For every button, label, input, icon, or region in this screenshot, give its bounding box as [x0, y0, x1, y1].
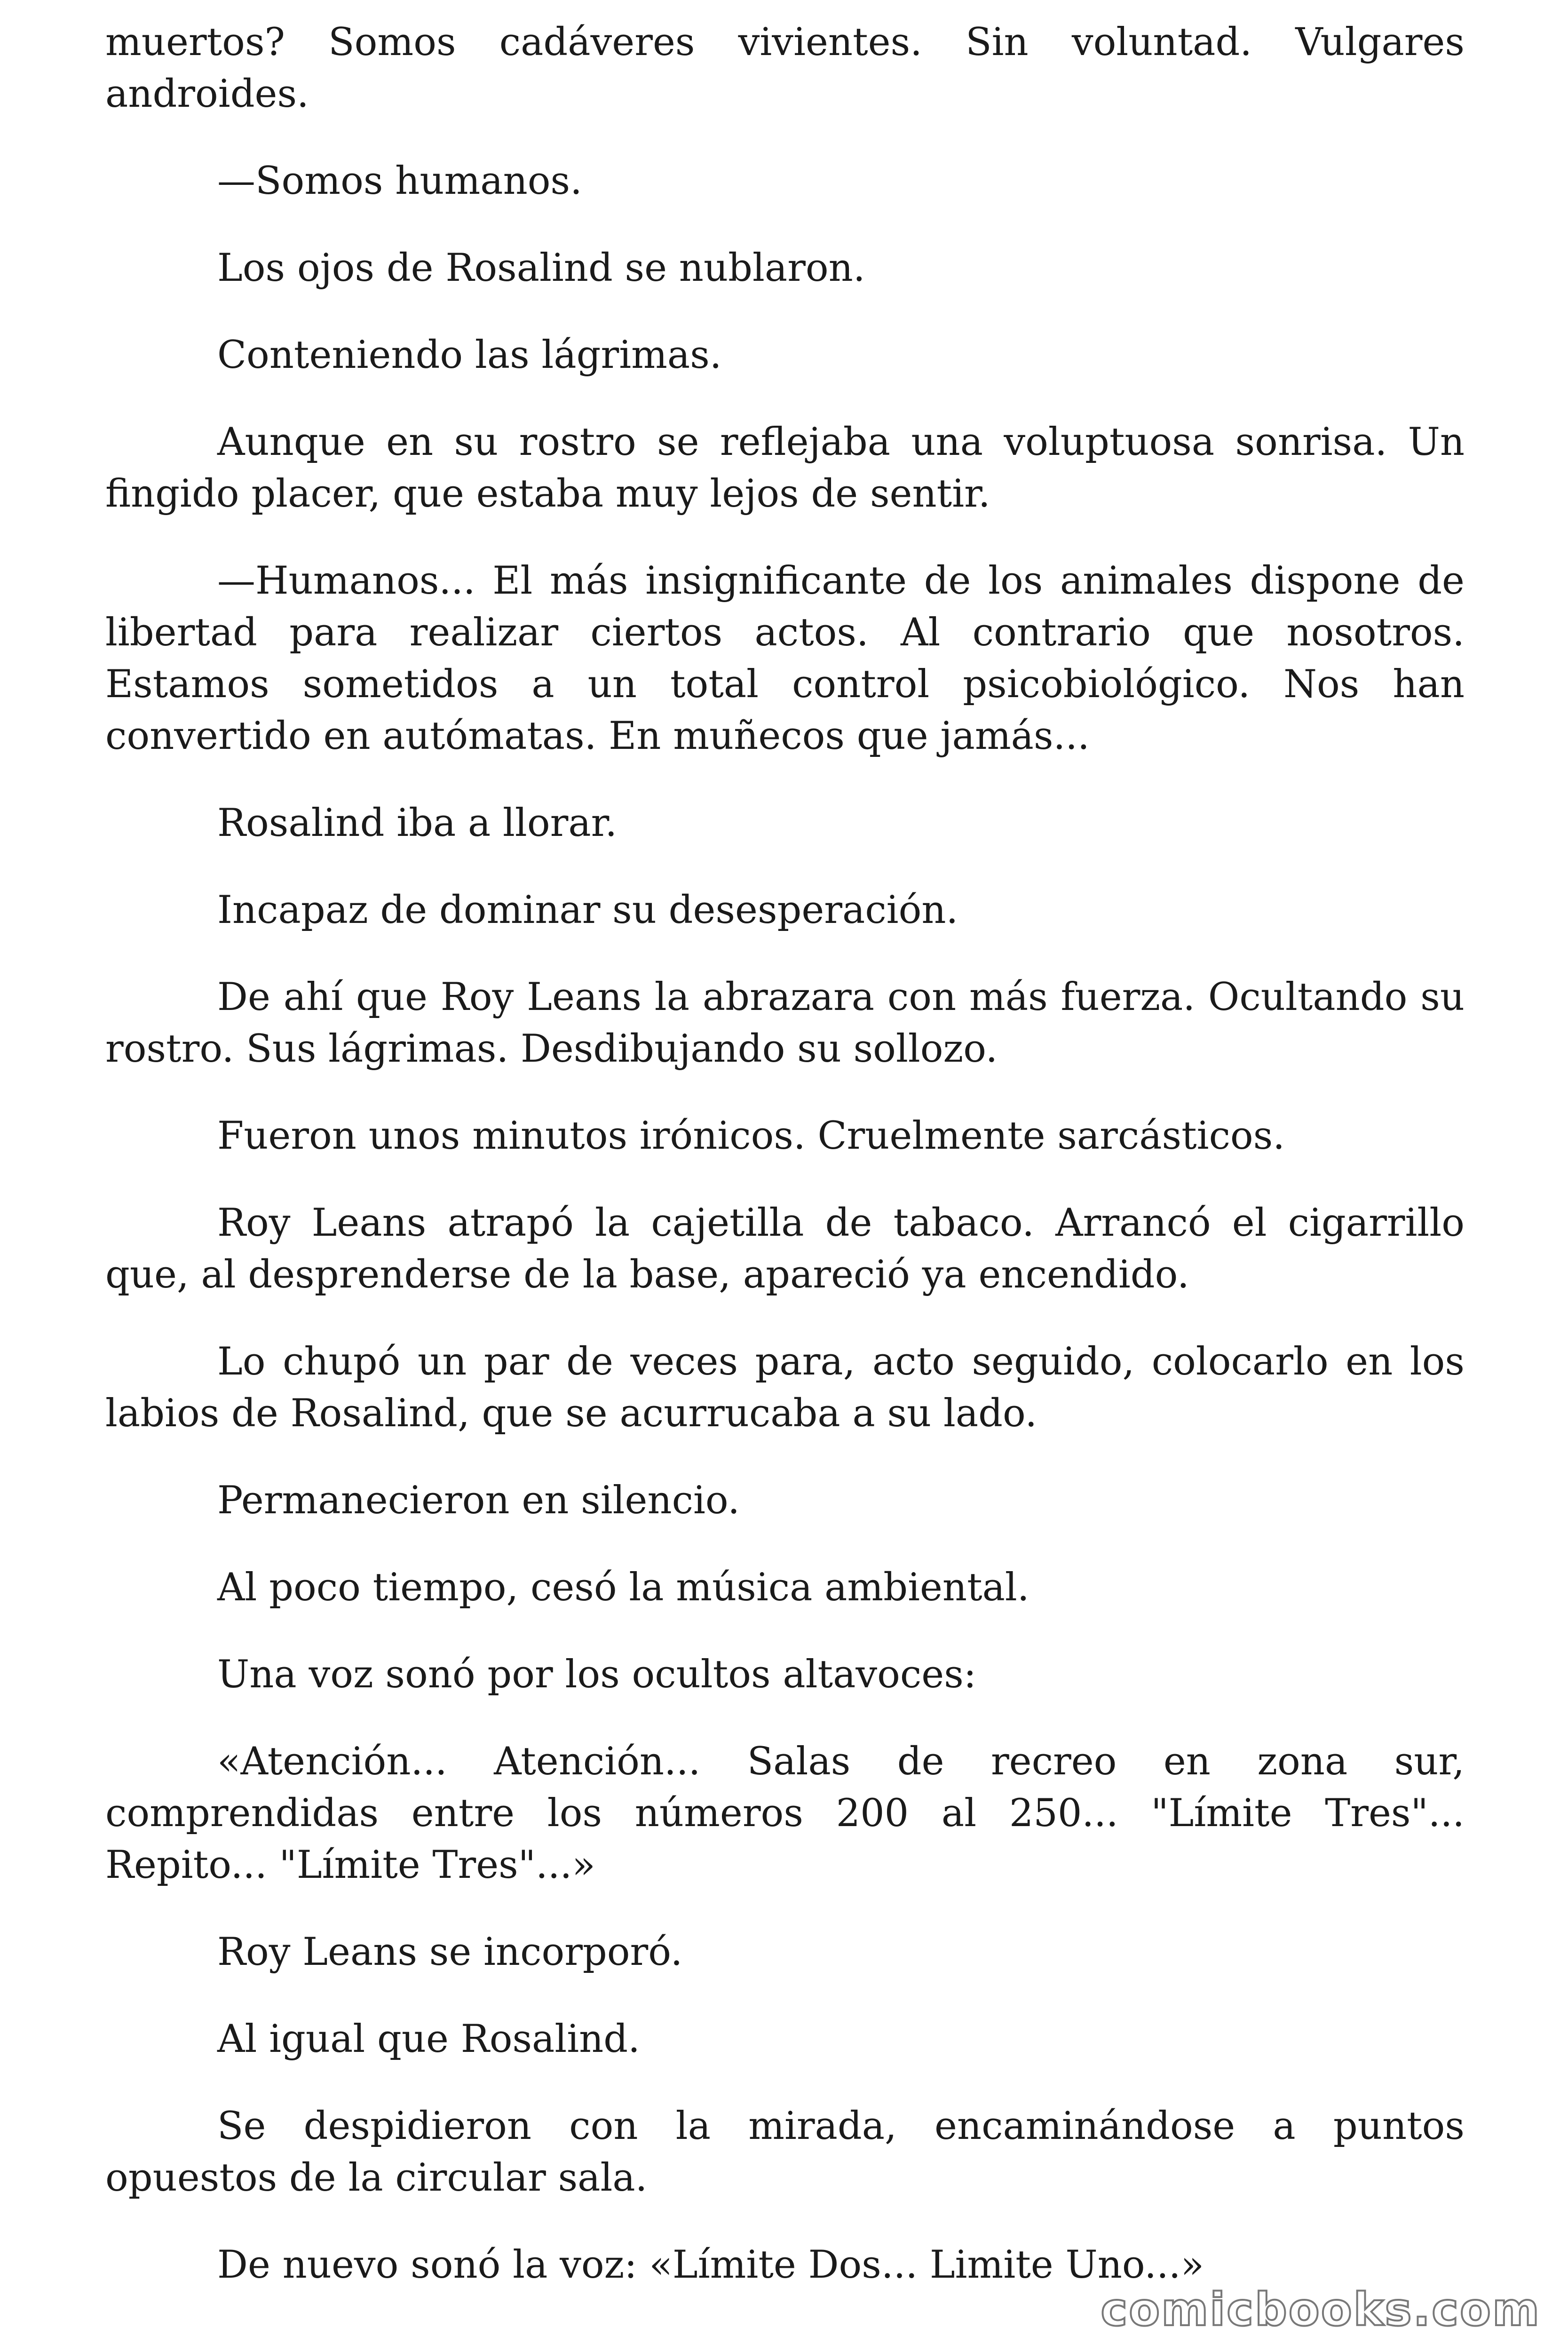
paragraph: Al igual que Rosalind. — [217, 2017, 640, 2061]
paragraph: Permanecieron en silencio. — [217, 1478, 740, 1523]
paragraph: Al poco tiempo, cesó la música ambiental. — [217, 1565, 1029, 1610]
watermark-logo: comicbooks.com — [1101, 2283, 1541, 2336]
paragraph: Incapaz de dominar su desesperación. — [217, 888, 958, 932]
paragraph: Roy Leans se incorporó. — [217, 1930, 683, 1974]
paragraph: Rosalind iba a llorar. — [217, 801, 618, 845]
paragraph: Los ojos de Rosalind se nublaron. — [217, 246, 865, 290]
paragraph: —Humanos... El más insignificante de los animales dispone de libertad para realizar ciertos actos. Al contrario que nosotros. Estamos sometidos a un total control psicobiológico. Nos han convertido en autómatas. En muñecos que jamás... — [105, 559, 1465, 758]
paragraph: Fueron unos minutos irónicos. Cruelmente sarcásticos. — [217, 1114, 1285, 1158]
book-page-text — [105, 16, 1465, 2326]
paragraph: Roy Leans atrapó la cajetilla de tabaco. Arrancó el cigarrillo que, al desprenderse de la base, apareció ya encendido. — [105, 1201, 1465, 1297]
paragraph: —Somos humanos. — [217, 159, 582, 203]
paragraph: Conteniendo las lágrimas. — [217, 333, 722, 377]
paragraph: Aunque en su rostro se reflejaba una voluptuosa sonrisa. Un fingido placer, que estaba muy lejos de sentir. — [105, 420, 1465, 516]
paragraph: Se despidieron con la mirada, encaminándose a puntos opuestos de la circular sala. — [105, 2104, 1465, 2200]
paragraph: De ahí que Roy Leans la abrazara con más fuerza. Ocultando su rostro. Sus lágrimas. Desdibujando su sollozo. — [105, 975, 1465, 1071]
paragraph: Una voz sonó por los ocultos altavoces: — [217, 1653, 977, 1697]
paragraph: De nuevo sonó la voz: «Límite Dos... Limite Uno...» — [217, 2243, 1204, 2287]
paragraph: «Atención... Atención... Salas de recreo en zona sur, comprendidas entre los números 200 al 250... "Límite Tres"... Repito... "Límite Tres"...» — [105, 1740, 1465, 1887]
paragraph: Lo chupó un par de veces para, acto seguido, colocarlo en los labios de Rosalind, que se acurrucaba a su lado. — [105, 1340, 1465, 1436]
paragraph: muertos? Somos cadáveres vivientes. Sin voluntad. Vulgares androides. — [105, 20, 1465, 116]
